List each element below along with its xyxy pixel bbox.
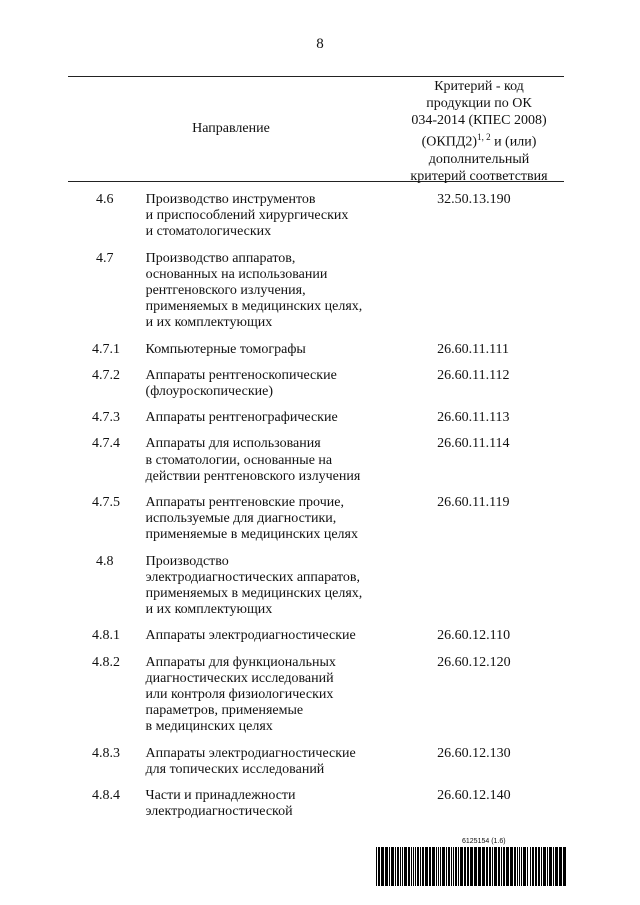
footnote-ref: 1, 2 [477,132,491,143]
row-direction: Производство инструментов и приспособлений хирургических и стоматологических [145,192,349,240]
table-row [68,788,564,820]
table-row [68,192,564,241]
row-code: 26.60.11.111 [437,341,510,357]
row-number: 4.7 [96,250,114,266]
row-code: 26.60.12.110 [437,628,511,644]
header-direction: Направление [192,121,270,136]
row-direction: Аппараты рентгенографические [145,410,338,426]
row-direction: Части и принадлежности электродиагностической [145,788,296,820]
row-direction: Аппараты для функциональных диагностических исследований или контроля физиологических параметров, применяемые в медицинских целях [145,654,336,735]
row-number: 4.7.1 [92,341,120,357]
row-number: 4.7.4 [92,436,120,452]
row-number: 4.7.3 [92,410,120,426]
header-criterion-line: дополнительный [428,151,530,167]
row-direction: Производство электродиагностических аппаратов, применяемых в медицинских целях, и их комплектующих [145,553,363,618]
table-row [68,368,564,400]
table-row [68,655,564,736]
table-row [68,746,564,778]
row-code: 32.50.13.190 [437,192,511,207]
row-direction: Компьютерные томографы [145,341,306,357]
okpd-label: (ОКПД2) [421,135,478,151]
row-code: 26.60.11.112 [437,367,510,383]
row-direction: Аппараты рентгеноскопические (флоуроскопические) [145,367,337,400]
directions-table [68,76,564,831]
row-number: 4.7.2 [92,367,120,383]
table-row [68,628,564,644]
table-row [68,342,564,358]
header-criterion [394,77,564,184]
row-direction: Аппараты рентгеновские прочие, используемые для диагностики, применяемые в медицинских целях [145,495,358,543]
document-stamp: 6125154 (1.6) [462,838,506,845]
header-criterion-line: продукции по ОК [426,95,532,111]
row-number: 4.8.2 [92,654,120,670]
row-number: 4.6 [96,192,114,207]
row-number: 4.8.4 [92,788,120,804]
document-footer [376,838,566,886]
table-row [68,410,564,426]
row-number: 4.7.5 [92,495,120,511]
table-row [68,495,564,544]
row-code [433,554,564,619]
row-code [433,251,564,332]
row-number: 4.8 [96,553,114,569]
row-direction: Аппараты электродиагностические для топических исследований [145,745,356,777]
header-criterion-line [394,129,564,151]
row-code: 26.60.12.130 [437,745,511,761]
row-code: 26.60.11.119 [437,495,510,511]
table-header [68,77,564,184]
row-code: 26.60.12.120 [437,654,511,670]
row-direction: Аппараты для использования в стоматологии, основанные на действии рентгеновского излучения [145,436,361,484]
header-criterion-tail: и (или) [490,135,537,151]
header-criterion-line: Критерий - код [434,79,524,94]
table-body [68,182,564,821]
table-row [68,251,564,332]
barcode [376,847,566,886]
row-code: 26.60.11.113 [437,410,510,426]
page-number: 8 [316,36,324,52]
row-number: 4.8.1 [92,628,120,644]
header-criterion-line: 034-2014 (КПЕС 2008) [411,112,547,128]
table-row [68,554,564,619]
table-row [68,436,564,485]
row-code: 26.60.12.140 [437,788,511,804]
header-criterion-line: критерий соответствия [410,168,548,184]
row-code: 26.60.11.114 [437,436,510,452]
row-direction: Производство аппаратов, основанных на использовании рентгеновского излучения, применяемых в медицинских целях, и их комплектующих [145,250,363,331]
row-number: 4.8.3 [92,745,120,761]
row-direction: Аппараты электродиагностические [145,628,356,644]
